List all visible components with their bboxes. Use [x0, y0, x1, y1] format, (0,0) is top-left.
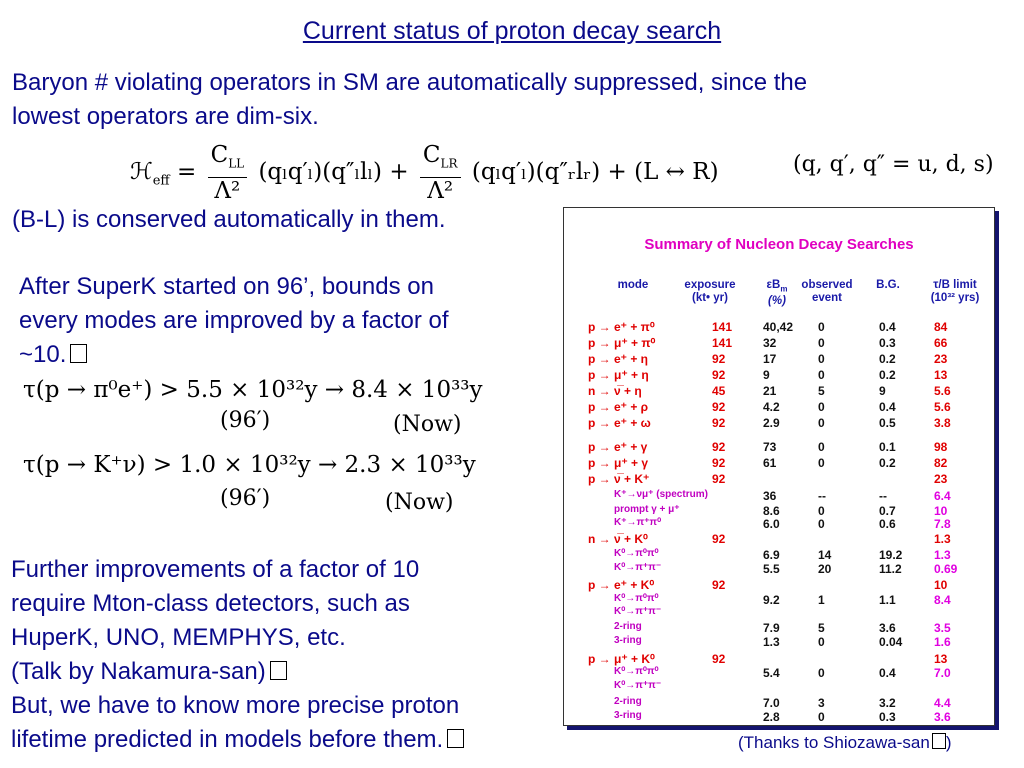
efficiency-value: 9	[763, 368, 770, 382]
observed-value: 20	[818, 562, 832, 576]
background-value: 0.2	[879, 368, 896, 382]
efficiency-value: 17	[763, 352, 777, 366]
observed-value: 5	[818, 621, 825, 635]
observed-value: 0	[818, 352, 825, 366]
decay-mode: K⁰→π⁰π⁰	[614, 666, 659, 677]
background-value: 0.4	[879, 666, 896, 680]
efficiency-value: 8.6	[763, 504, 780, 518]
observed-value: 0	[818, 504, 825, 518]
background-value: 0.1	[879, 440, 896, 454]
decay-mode: n → ν̅ + η	[588, 384, 642, 398]
decay-mode: p → e⁺ + ρ	[588, 400, 649, 414]
background-value: 9	[879, 384, 886, 398]
background-value: 0.4	[879, 400, 896, 414]
limit-value: 84	[934, 320, 948, 334]
superk-text	[19, 270, 449, 372]
table-row	[564, 440, 994, 456]
decay-mode: p → μ⁺ + γ	[588, 456, 649, 470]
intro-line-2: lowest operators are dim-six.	[12, 103, 319, 130]
limit-value: 66	[934, 336, 948, 350]
decay-mode: p → e⁺ + ω	[588, 416, 651, 430]
limit-value: 1.6	[934, 635, 951, 649]
background-value: 0.4	[879, 320, 896, 334]
background-value: 0.6	[879, 517, 896, 531]
header-mode: mode	[617, 279, 649, 291]
decay-mode: K⁰→π⁺π⁻	[614, 680, 662, 691]
bound-pi0-e-then: (96′)	[220, 408, 271, 433]
missing-glyph-box	[447, 729, 464, 748]
intro-line-1: Baryon # violating operators in SM are automatically suppressed, since the	[12, 69, 808, 96]
table-row	[564, 517, 994, 533]
bound-k-nu: τ(p → K⁺ν) > 1.0 × 10³²y → 2.3 × 10³³y	[23, 452, 476, 478]
limit-value: 23	[934, 472, 948, 486]
table-row	[564, 384, 994, 400]
operator-term-3: + (L ↔ R)	[607, 158, 719, 185]
table-row	[564, 416, 994, 432]
limit-value: 10	[934, 504, 948, 518]
table-row	[564, 606, 994, 622]
limit-value: 6.4	[934, 489, 951, 503]
limit-value: 3.6	[934, 710, 951, 724]
observed-value: 1	[818, 593, 825, 607]
decay-mode: K⁺→νμ⁺ (spectrum)	[614, 489, 708, 500]
exposure-value: 92	[712, 532, 726, 546]
decay-mode: K⁰→π⁰π⁰	[614, 593, 659, 604]
table-title: Summary of Nucleon Decay Searches	[644, 236, 914, 253]
bound-pi0-e-now: (Now)	[393, 412, 462, 437]
table-row	[564, 635, 994, 651]
superk-line-2: every modes are improved by a factor of	[19, 307, 449, 334]
limit-value: 3.8	[934, 416, 951, 430]
decay-mode: 3-ring	[614, 710, 642, 721]
decay-mode: p → μ⁺ + η	[588, 368, 649, 382]
observed-value: 0	[818, 368, 825, 382]
limit-value: 7.0	[934, 666, 951, 680]
limit-value: 13	[934, 368, 948, 382]
table-row	[564, 320, 994, 336]
cll-fraction: $\frac{C_{LL}}{\text{Λ²}}$	[208, 142, 248, 204]
limit-value: 4.4	[934, 696, 951, 710]
operator-term-1: (qₗq′ₗ)(q″ₗlₗ)	[258, 158, 382, 185]
limit-value: 98	[934, 440, 948, 454]
exposure-value: 45	[712, 384, 726, 398]
table-row	[564, 336, 994, 352]
background-value: 0.5	[879, 416, 896, 430]
clr-fraction: $\frac{C_{LR}}{\text{Λ²}}$	[420, 142, 461, 204]
bound-pi0-e: τ(p → π⁰e⁺) > 5.5 × 10³²y → 8.4 × 10³³y	[23, 377, 483, 403]
efficiency-value: 1.3	[763, 635, 780, 649]
background-value: 1.1	[879, 593, 896, 607]
limit-value: 82	[934, 456, 948, 470]
limit-value: 3.5	[934, 621, 951, 635]
exposure-value: 141	[712, 320, 733, 334]
missing-glyph-box	[270, 661, 287, 680]
background-value: 0.2	[879, 352, 896, 366]
observed-value: 0	[818, 440, 825, 454]
header-background: B.G.	[876, 279, 900, 291]
table-row	[564, 532, 994, 548]
background-value: 3.2	[879, 696, 896, 710]
decay-mode: p → e⁺ + π⁰	[588, 320, 655, 334]
efficiency-value: 36	[763, 489, 777, 503]
efficiency-value: 73	[763, 440, 777, 454]
decay-mode: prompt γ + μ⁺	[614, 504, 680, 515]
further-line-1: Further improvements of a factor of 10	[11, 556, 420, 583]
background-value: 0.3	[879, 710, 896, 724]
exposure-value: 92	[712, 368, 726, 382]
efficiency-value: 7.9	[763, 621, 780, 635]
observed-value: 0	[818, 710, 825, 724]
background-value: 11.2	[879, 562, 902, 576]
limit-value: 8.4	[934, 593, 951, 607]
table-row	[564, 489, 994, 505]
efficiency-value: 32	[763, 336, 777, 350]
superk-line-3: ~10.	[19, 338, 449, 372]
decay-mode: K⁺→π⁺π⁰	[614, 517, 662, 528]
efficiency-value: 61	[763, 456, 777, 470]
background-value: 0.7	[879, 504, 896, 518]
precise-line-2: lifetime predicted in models before them.	[11, 723, 464, 757]
exposure-value: 92	[712, 352, 726, 366]
exposure-value: 92	[712, 440, 726, 454]
missing-glyph-box	[932, 733, 946, 749]
exposure-value: 141	[712, 336, 733, 350]
slide-title: Current status of proton decay search	[302, 17, 722, 45]
background-value: 0.3	[879, 336, 896, 350]
operator-term-2: (qₗq′ₗ)(q″ᵣlᵣ)	[471, 158, 601, 185]
decay-mode: K⁰→π⁺π⁻	[614, 562, 662, 573]
observed-value: 0	[818, 400, 825, 414]
background-value: 0.04	[879, 635, 903, 649]
decay-mode: 2-ring	[614, 696, 642, 707]
table-row	[564, 578, 994, 594]
table-row	[564, 352, 994, 368]
table-row	[564, 562, 994, 578]
decay-mode: p → ν̅ + K⁺	[588, 472, 650, 486]
exposure-value: 92	[712, 652, 726, 666]
efficiency-value: 21	[763, 384, 777, 398]
limit-value: 10	[934, 578, 948, 592]
efficiency-value: 40,42	[763, 320, 794, 334]
limit-value: 0.69	[934, 562, 958, 576]
observed-value: 0	[818, 517, 825, 531]
observed-value: 0	[818, 635, 825, 649]
observed-value: 0	[818, 456, 825, 470]
bound-k-nu-now: (Now)	[385, 490, 454, 515]
observed-value: 0	[818, 666, 825, 680]
bl-conserved-text: (B-L) is conserved automatically in them.	[12, 206, 446, 233]
limit-value: 1.3	[934, 548, 951, 562]
further-text	[11, 553, 464, 757]
nucleon-decay-table	[563, 207, 995, 726]
bound-k-nu-then: (96′)	[220, 486, 271, 511]
table-row	[564, 680, 994, 696]
decay-mode: p → e⁺ + γ	[588, 440, 648, 454]
table-row	[564, 456, 994, 472]
decay-mode: 2-ring	[614, 621, 642, 632]
efficiency-value: 9.2	[763, 593, 780, 607]
efficiency-value: 5.5	[763, 562, 780, 576]
table-row	[564, 472, 994, 488]
background-value: 0.2	[879, 456, 896, 470]
limit-value: 5.6	[934, 384, 951, 398]
observed-value: --	[818, 489, 826, 503]
header-observed: observed event	[801, 279, 853, 304]
precise-line-1: But, we have to know more precise proton	[11, 692, 460, 719]
exposure-value: 92	[712, 578, 726, 592]
limit-value: 7.8	[934, 517, 951, 531]
exposure-value: 92	[712, 456, 726, 470]
observed-value: 14	[818, 548, 832, 562]
decay-mode: p → e⁺ + K⁰	[588, 578, 655, 592]
background-value: --	[879, 489, 887, 503]
efficiency-value: 2.8	[763, 710, 780, 724]
limit-value: 23	[934, 352, 948, 366]
limit-value: 13	[934, 652, 948, 666]
decay-mode: p → μ⁺ + K⁰	[588, 652, 655, 666]
header-efficiency: $\varepsilon B_m$ (%)	[766, 279, 788, 308]
thanks-credit: (Thanks to Shiozawa-san )	[738, 733, 952, 752]
efficiency-value: 6.9	[763, 548, 780, 562]
table-row	[564, 710, 994, 726]
limit-value: 5.6	[934, 400, 951, 414]
background-value: 19.2	[879, 548, 903, 562]
superk-line-1: After SuperK started on 96’, bounds on	[19, 273, 434, 300]
observed-value: 0	[818, 320, 825, 334]
further-line-3: HuperK, UNO, MEMPHYS, etc.	[11, 624, 346, 651]
observed-value: 0	[818, 416, 825, 430]
missing-glyph-box	[70, 344, 87, 363]
decay-mode: 3-ring	[614, 635, 642, 646]
decay-mode: K⁰→π⁺π⁻	[614, 606, 662, 617]
decay-mode: p → μ⁺ + π⁰	[588, 336, 656, 350]
further-line-2: require Mton-class detectors, such as	[11, 590, 410, 617]
further-line-4: (Talk by Nakamura-san)	[11, 655, 464, 689]
efficiency-value: 5.4	[763, 666, 780, 680]
observed-value: 0	[818, 336, 825, 350]
observed-value: 5	[818, 384, 825, 398]
decay-mode: p → e⁺ + η	[588, 352, 649, 366]
efficiency-value: 6.0	[763, 517, 780, 531]
observed-value: 3	[818, 696, 825, 710]
limit-value: 1.3	[934, 532, 951, 546]
table-row	[564, 400, 994, 416]
effective-hamiltonian: ℋ$_{eff}$ = $\frac{C_{LL}}{\text{Λ²}}$ (qₗq′ₗ)(q″ₗlₗ) + $\frac{C_{LR}}{\text{Λ²}}$ (qₗq′ₗ)(q″ᵣlᵣ) + (L ↔ R)	[130, 142, 719, 204]
background-value: 3.6	[879, 621, 896, 635]
hamiltonian-symbol: ℋ$_{eff}$	[130, 158, 170, 189]
table-row	[564, 368, 994, 384]
exposure-value: 92	[712, 416, 726, 430]
header-limit: τ/B limit (10³² yrs)	[930, 279, 980, 304]
exposure-value: 92	[712, 400, 726, 414]
decay-mode: K⁰→π⁰π⁰	[614, 548, 659, 559]
decay-mode: n → ν̅ + K⁰	[588, 532, 648, 546]
efficiency-value: 7.0	[763, 696, 780, 710]
exposure-value: 92	[712, 472, 726, 486]
efficiency-value: 4.2	[763, 400, 780, 414]
flavor-condition: (q, q′, q″ = u, d, s)	[793, 152, 994, 177]
header-exposure: exposure (kt• yr)	[684, 279, 736, 304]
efficiency-value: 2.9	[763, 416, 780, 430]
intro-text	[12, 66, 807, 134]
